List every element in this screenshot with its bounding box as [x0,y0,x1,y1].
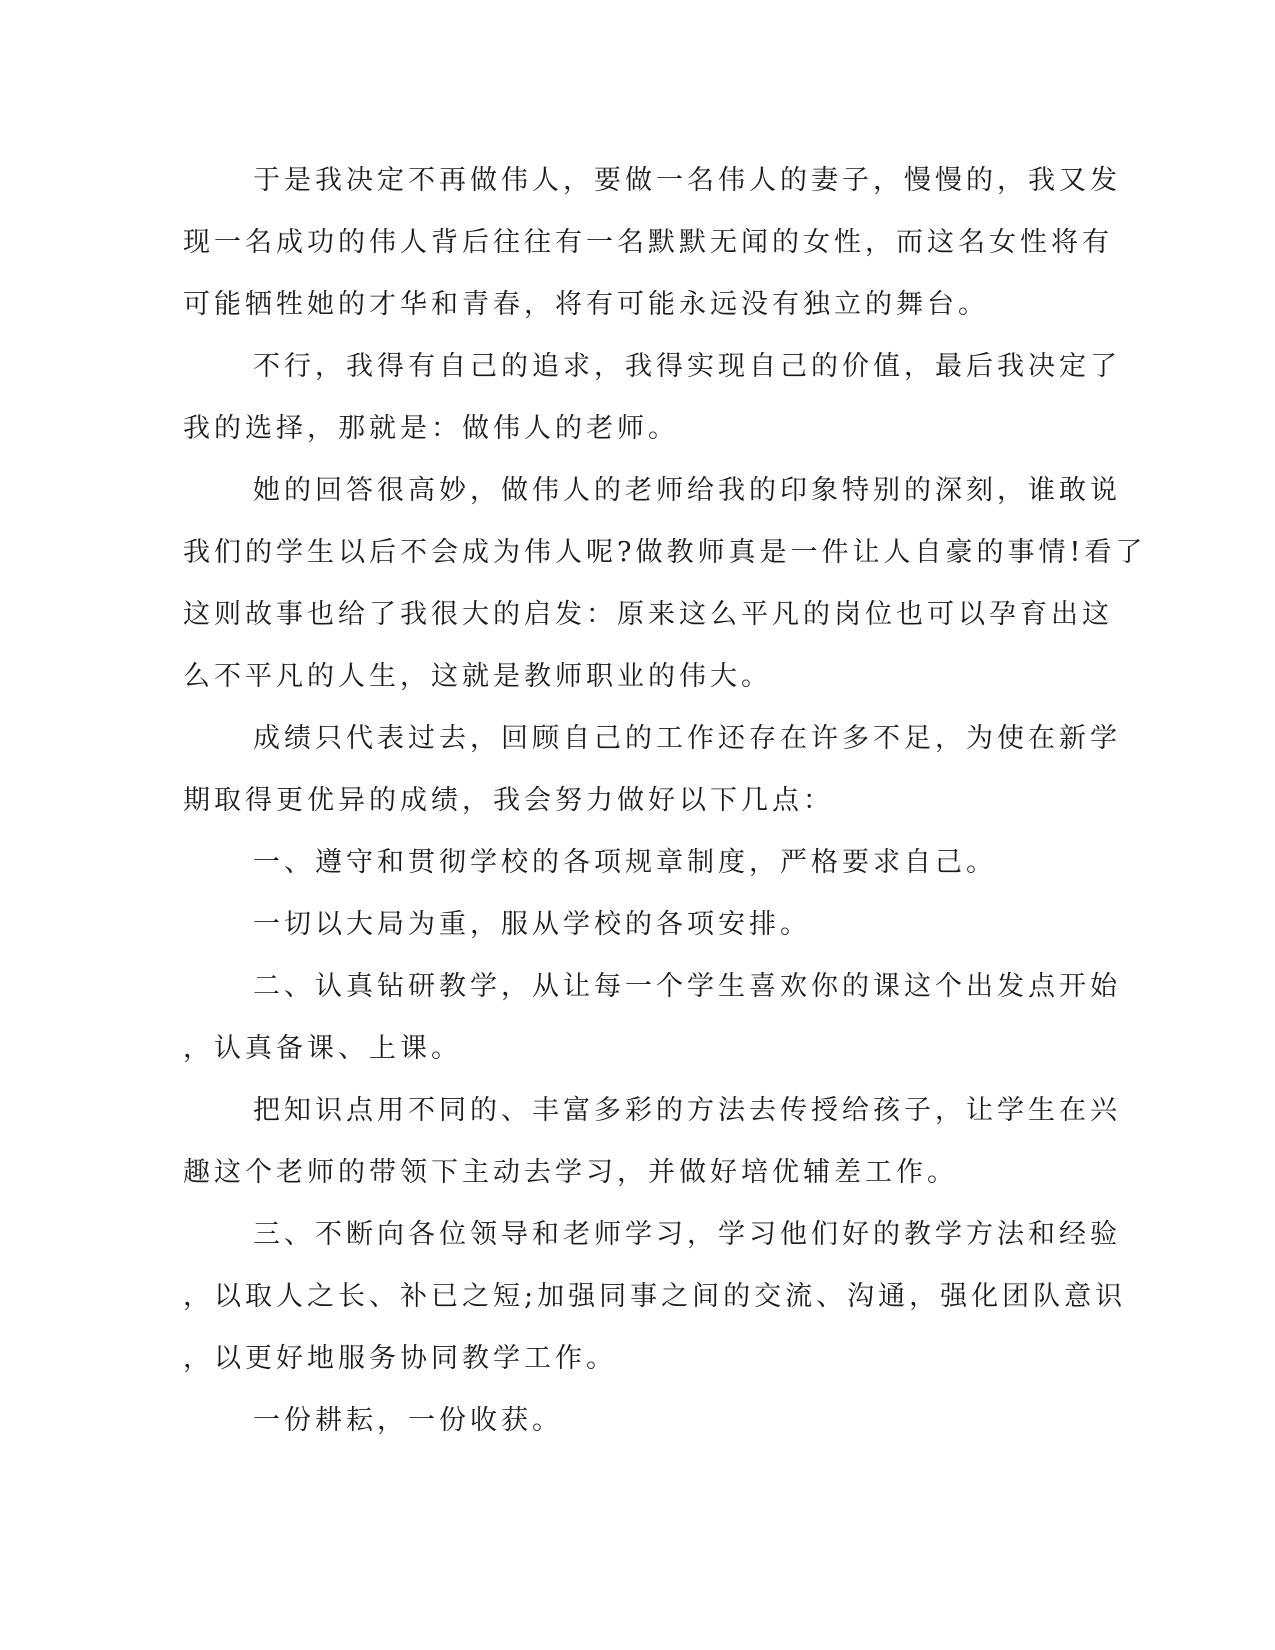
text-line: ，以更好地服务协同教学工作。 [183,1343,617,1374]
text-line: 不行，我得有自己的追求，我得实现自己的价值，最后我决定了 [253,351,1121,382]
text-line: 一份耕耘，一份收获。 [253,1405,563,1436]
text-line: 她的回答很高妙，做伟人的老师给我的印象特别的深刻，谁敢说 [253,475,1121,506]
text-line: 三、不断向各位领导和老师学习，学习他们好的教学方法和经验 [253,1219,1121,1250]
text-line: 一、遵守和贯彻学校的各项规章制度，严格要求自己。 [253,847,997,878]
text-line: 于是我决定不再做伟人，要做一名伟人的妻子，慢慢的，我又发 [253,165,1121,196]
text-line: 把知识点用不同的、丰富多彩的方法去传授给孩子，让学生在兴 [253,1095,1121,1126]
text-line: 二、认真钻研教学，从让每一个学生喜欢你的课这个出发点开始 [253,971,1121,1002]
text-line: 我们的学生以后不会成为伟人呢?做教师真是一件让人自豪的事情!看了 [183,537,1147,568]
text-line: 可能牺牲她的才华和青春，将有可能永远没有独立的舞台。 [183,289,989,320]
text-line: ，以取人之长、补已之短;加强同事之间的交流、沟通，强化团队意识 [183,1281,1127,1312]
text-line: 我的选择，那就是：做伟人的老师。 [183,413,679,444]
text-line: 么不平凡的人生，这就是教师职业的伟大。 [183,661,772,692]
text-line: 趣这个老师的带领下主动去学习，并做好培优辅差工作。 [183,1157,958,1188]
document-body [183,150,1147,1452]
text-line: 成绩只代表过去，回顾自己的工作还存在许多不足，为使在新学 [253,723,1121,754]
text-line: 现一名成功的伟人背后往往有一名默默无闻的女性，而这名女性将有 [183,227,1113,258]
text-line: 这则故事也给了我很大的启发：原来这么平凡的岗位也可以孕育出这 [183,599,1113,630]
text-line: 期取得更优异的成绩，我会努力做好以下几点： [183,785,834,816]
text-line: 一切以大局为重，服从学校的各项安排。 [253,909,811,940]
text-line: ，认真备课、上课。 [183,1033,462,1064]
